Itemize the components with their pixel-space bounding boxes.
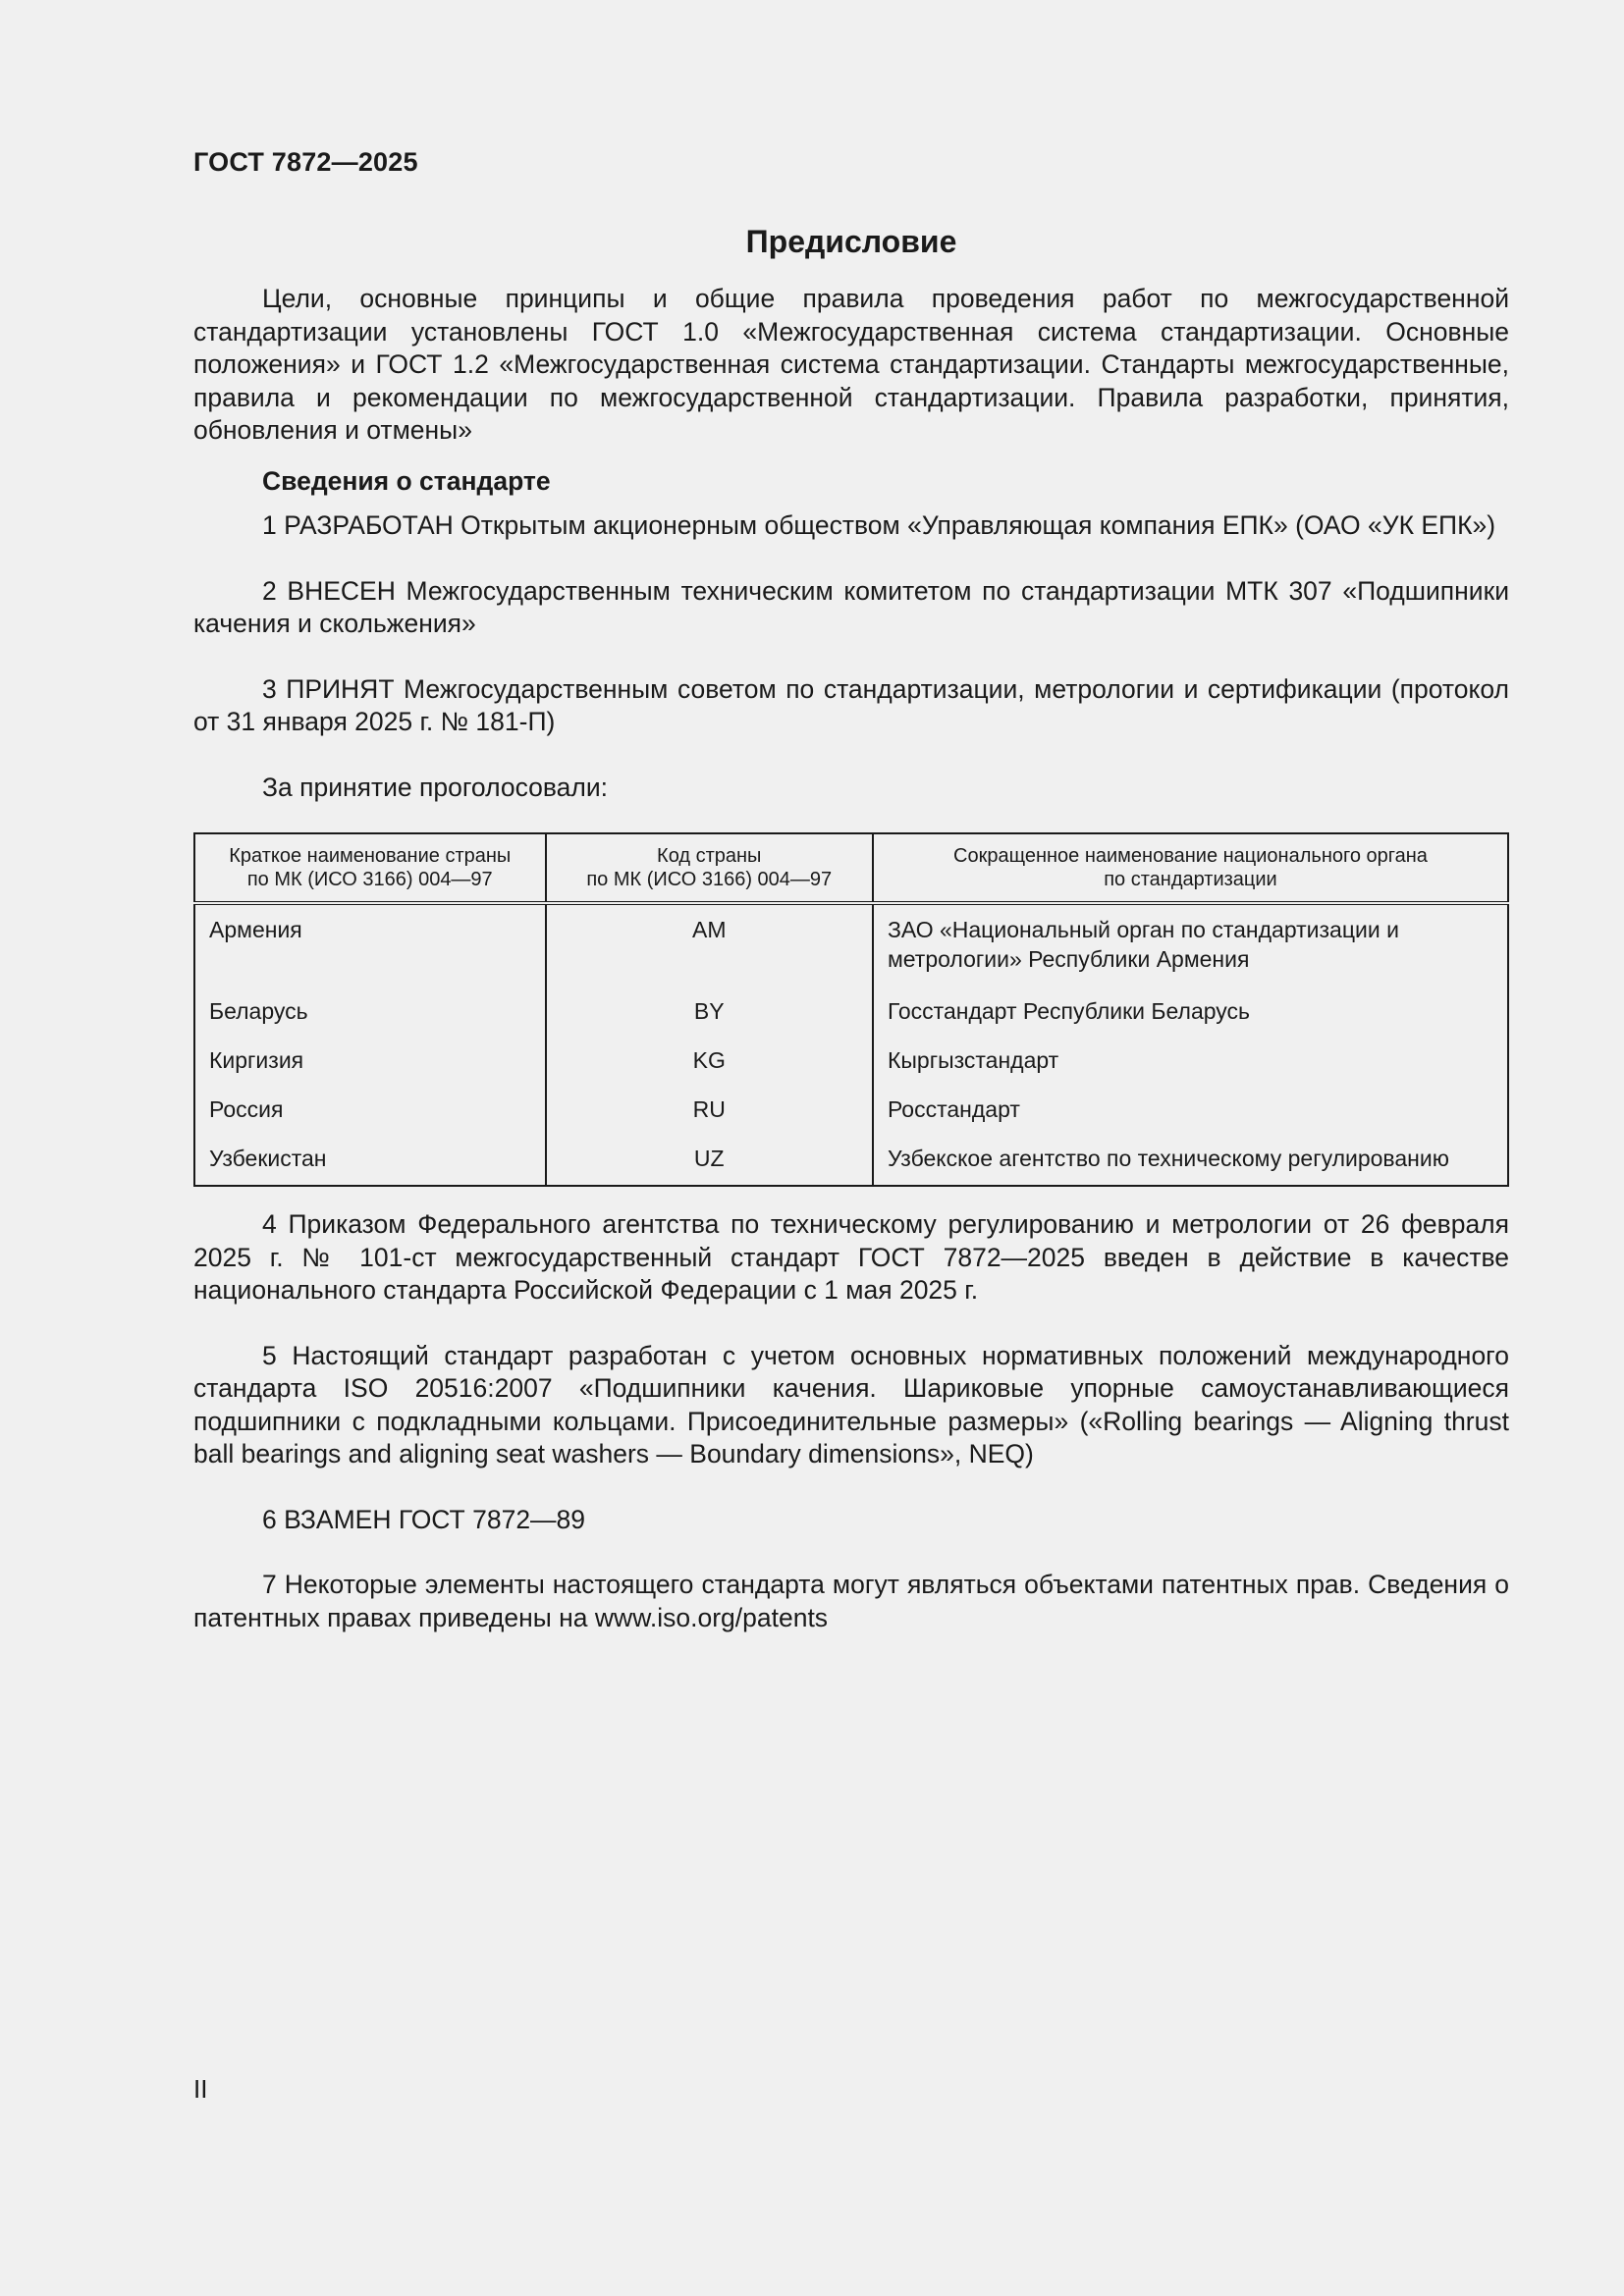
cell-country: Россия bbox=[194, 1092, 546, 1141]
table-header-row bbox=[194, 833, 1508, 903]
document-code: ГОСТ 7872—2025 bbox=[193, 147, 418, 177]
votes-intro: За принятие проголосовали: bbox=[262, 772, 609, 802]
header-code-line2: по МК (ИСО 3166) 004—97 bbox=[586, 869, 833, 890]
cell-country: Армения bbox=[194, 903, 546, 993]
cell-body: ЗАО «Национальный орган по стандартизации и метрологии» Республики Армения bbox=[887, 917, 1399, 972]
item-replaces: 6 ВЗАМЕН ГОСТ 7872—89 bbox=[262, 1504, 586, 1534]
cell-code: AM bbox=[546, 903, 873, 993]
item-patents: 7 Некоторые элементы настоящего стандарта могут являться объектами патентных прав. Сведения о патентных правах приведены на www.iso.org/patents bbox=[193, 1570, 1509, 1632]
cell-body: Росстандарт bbox=[887, 1096, 1020, 1122]
page-number: II bbox=[193, 2074, 208, 2104]
header-code-line1: Код страны bbox=[657, 845, 762, 867]
document-page bbox=[193, 0, 1509, 2296]
header-country bbox=[194, 833, 546, 903]
item-basis: 5 Настоящий стандарт разработан с учетом основных нормативных положений международного стандарта ISO 20516:2007 «Подшипники качения. Шариковые упорные самоустанавливающиеся подшипники с подкладными кольцами. Присоединительные размеры» («Rolling bearings — Aligning thrust ball bearings and aligning seat washers — Boundary dimensions», NEQ) bbox=[193, 1340, 1509, 1468]
table-row bbox=[194, 993, 1508, 1042]
item-introduced: 2 ВНЕСЕН Межгосударственным техническим комитетом по стандартизации МТК 307 «Подшипники качения и скольжения» bbox=[193, 575, 1509, 638]
header-country-line1: Краткое наименование страны bbox=[229, 845, 512, 867]
cell-code: RU bbox=[546, 1092, 873, 1141]
section-subheading: Сведения о стандарте bbox=[262, 465, 551, 496]
voting-table-wrapper bbox=[193, 832, 1509, 1187]
cell-country: Беларусь bbox=[194, 993, 546, 1042]
item-order: 4 Приказом Федерального агентства по техническому регулированию и метрологии от 26 февраля 2025 г. № 101-ст межгосударственный стандарт ГОСТ 7872—2025 введен в действие в качестве национального стандарта Российской Федерации с 1 мая 2025 г. bbox=[193, 1209, 1509, 1305]
table-row bbox=[194, 1092, 1508, 1141]
foreword-content bbox=[193, 283, 1509, 1634]
voting-table bbox=[193, 832, 1509, 1187]
cell-code: UZ bbox=[546, 1141, 873, 1186]
cell-code: BY bbox=[546, 993, 873, 1042]
item-adopted: 3 ПРИНЯТ Межгосударственным советом по стандартизации, метрологии и сертификации (протокол от 31 января 2025 г. № 181-П) bbox=[193, 673, 1509, 736]
page-title: Предисловие bbox=[745, 224, 957, 259]
cell-body: Узбекское агентство по техническому регулированию bbox=[887, 1146, 1449, 1171]
cell-country: Узбекистан bbox=[194, 1141, 546, 1186]
header-body-line2: по стандартизации bbox=[1104, 869, 1277, 890]
item-developed: 1 РАЗРАБОТАН Открытым акционерным обществом «Управляющая компания ЕПК» (ОАО «УК ЕПК») bbox=[262, 510, 1496, 540]
table-row bbox=[194, 903, 1508, 993]
table-row bbox=[194, 1042, 1508, 1092]
intro-paragraph: Цели, основные принципы и общие правила проведения работ по межгосударственной стандартизации установлены ГОСТ 1.0 «Межгосударственная система стандартизации. Основные положения» и ГОСТ 1.2 «Межгосударственная система стандартизации. Стандарты межгосударственные, правила и рекомендации по межгосударственной стандартизации. Правила разработки, принятия, обновления и отмены» bbox=[193, 284, 1509, 445]
cell-body: Кыргызстандарт bbox=[887, 1047, 1059, 1073]
table-row bbox=[194, 1141, 1508, 1186]
cell-body: Госстандарт Республики Беларусь bbox=[887, 998, 1251, 1024]
header-body-line1: Сокращенное наименование национального органа bbox=[953, 845, 1428, 867]
header-body bbox=[873, 833, 1508, 903]
cell-country: Киргизия bbox=[194, 1042, 546, 1092]
header-code bbox=[546, 833, 873, 903]
header-country-line2: по МК (ИСО 3166) 004—97 bbox=[246, 869, 493, 890]
cell-code: KG bbox=[546, 1042, 873, 1092]
